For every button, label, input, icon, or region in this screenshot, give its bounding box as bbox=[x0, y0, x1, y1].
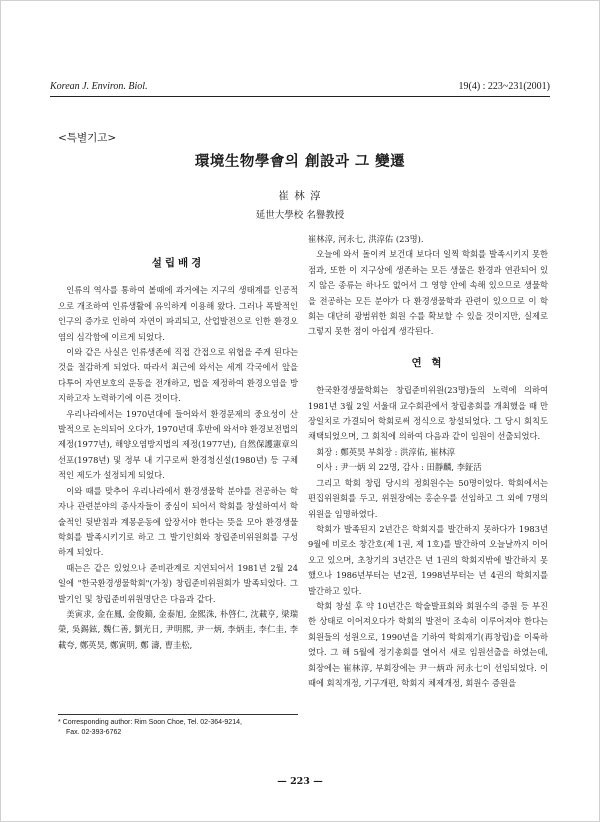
founder-names-continued: 崔林淳, 河永七, 洪淳佑 (23명). bbox=[308, 234, 424, 244]
author-name: 崔 林 淳 bbox=[278, 190, 322, 202]
section-tag: <특별기고> bbox=[58, 132, 117, 144]
author-affiliation: 延世大學校 名譽教授 bbox=[255, 210, 345, 221]
paragraph: 때는은 같은 있었으나 준비관계로 지연되어서 1981년 2월 24일에 "한국환경생물학회"(가칭) 창립준비위원회가 발족되었다. 그 발기인 및 창립준비위원명단은 다음과 같다. bbox=[58, 562, 298, 604]
officers-line: 회장 : 鄭英昊 부회장 : 洪淳佑, 崔林淳 bbox=[316, 446, 456, 457]
running-header bbox=[50, 78, 550, 97]
section-heading-history: 연 혁 bbox=[411, 356, 445, 369]
paragraph: 한국환경생물학회는 창립준비위원(23명)들의 노력에 의하여 1981년 3월 2일 서울대 교수회관에서 창립총회를 개최했을 때 만장일치로 가결되어 학회로써 정식으로 창설되었다. 그 당시 회칙도 채택되었으며, 그 회칙에 의하여 다음과 같이 임원이 선출되었다. bbox=[308, 385, 548, 442]
paragraph: 그리고 학회 창립 당시의 정회원수는 50명이었다. 학회에서는 편집위원회를 두고, 위원장에는 홍순우를 선임하고 그 외에 7명의 위원을 임명하였다. bbox=[308, 477, 548, 519]
founder-names: 美寅求, 金在鳳, 金俊鎬, 金泰旭, 金熙洙, 朴啓仁, 沈載亨, 梁瑞榮, 吳錫鉉, 魏仁善, 劉光日, 尹明熙, 尹一炳, 李炳圭, 李仁圭, 李載夸, 鄭英昊, 鄭寅明, 鄭 濤, 曺圭松, bbox=[58, 608, 298, 650]
officers-line: 이사 : 尹一炳 외 22명, 감사 : 田靜麟, 李鉦活 bbox=[316, 462, 482, 473]
footnote-line: Fax. 02-393-6762 bbox=[66, 729, 122, 736]
paragraph: 오늘에 와서 돌이켜 보건대 보다더 일찍 학회를 발족시키지 못한 점과, 또한 이 지구상에 생존하는 모든 생물은 환경과 연관되어 있지 않은 종류는 하나도 없어서 그 영향 안에 속해 있으므로 생물학을 전공하는 모든 분야가 다 환경생물학과 관련이 있으므로 이 학회는 대단히 광범위한 회원 수를 확보할 수 있을 것이지만, 실제로 그렇지 못한 점이 아쉽게 생각된다. bbox=[308, 249, 548, 337]
section-heading-background: 설립배경 bbox=[151, 257, 205, 269]
footnote-line: * Corresponding author: Rim Soon Choe, Tel. 02-364-9214, bbox=[58, 719, 242, 726]
journal-name: Korean J. Environ. Biol. bbox=[50, 81, 148, 92]
right-column bbox=[308, 232, 548, 691]
paragraph: 우리나라에서는 1970년대에 들어와서 환경문제의 중요성이 산발적으로 논의되어 오다가, 1970년대 후반에 와서야 환경보전법의 제정(1977년), 해양오염방지법의 제정(1977년), 自然保護憲章의 선포(1978년) 및 정부 내 기구로써 환경청신설(1980년) 등 구체적인 제도가 설정되게 되었다. bbox=[58, 408, 298, 481]
citation-info: 19(4) : 223~231(2001) bbox=[458, 81, 550, 92]
page-number: — 223 — bbox=[277, 776, 323, 787]
paragraph: 학회가 발족된지 2년간은 학회지를 발간하지 못하다가 1983년 9월에 비로소 창간호(제 1권, 제 1호)를 발간하여 오늘날까지 이어오고 있으며, 초창기의 3년간은 년 1권의 학회지밖에 발간하지 못했으나 1986년부터는 년2권, 1998년부터는 년 4권의 학회지를 발간하고 있다. bbox=[308, 523, 548, 596]
paragraph: 학회 창설 후 약 10년간은 학술발표회와 회원수의 증원 등 부진한 상태로 이어져오다가 학회의 발전이 조속히 이루어져야 한다는 회원들의 성원으로, 1990년을 기하여 학회재기(再창립)을 이룩하였다. 그 해 5월에 정기총회를 열어서 새로 임원선출을 하였는데, 회장에는 崔林淳, 부회장에는 尹一炳과 河永七이 선임되었다. 이 때에 회칙개정, 기구개편, 학회지 체제개정, 회원수 증원을 bbox=[308, 600, 548, 688]
left-column bbox=[58, 232, 298, 653]
paragraph: 이와 때를 맞추어 우리나라에서 환경생물학 분야를 전공하는 학자나 관련분야의 종사자들이 중심이 되어서 학회를 창설하여서 학술적인 뒷받침과 계몽운동에 앞장서야 한다는 뜻을 모아 환경생물학회를 발족시키기로 하고 그 발기인회와 창립준비위원회를 구성하게 되었다. bbox=[58, 485, 298, 558]
article-title: 環境生物學會의 創設과 그 變遷 bbox=[194, 153, 406, 170]
paragraph: 인류의 역사를 통하여 볼때에 과거에는 지구의 생태계를 인공적으로 개조하여 인류생활에 유익하게 이용해 왔다. 그러나 폭발적인 인구의 증가로 인하여 자연이 파괴되고, 산업발전으로 인한 환경오염의 심각함에 이르게 되었다. bbox=[58, 285, 298, 342]
paragraph: 이와 같은 사실은 인류생존에 직접 간접으로 위협을 주게 된다는 것을 절감하게 되었다. 따라서 최근에 와서는 세계 각국에서 앞을 다투어 자연보호의 운동을 전개하고, 법을 제정하여 환경오염을 방지하고자 노력하기에 이른 것이다. bbox=[58, 347, 298, 404]
footnote bbox=[58, 714, 298, 738]
